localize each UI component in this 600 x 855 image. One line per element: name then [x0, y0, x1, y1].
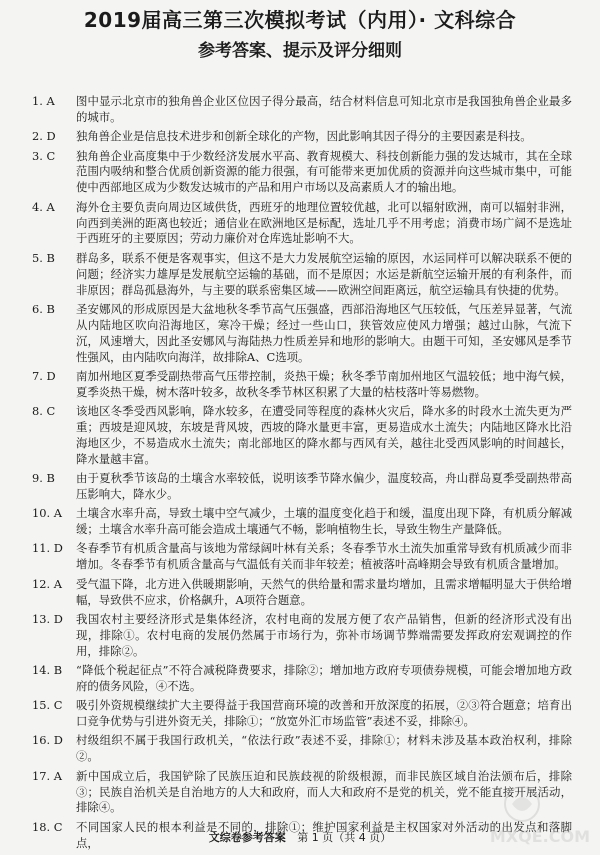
- answer-explanation: 冬春季节有机质含量高与该地为常绿阔叶林有关系；冬春季节水土流失加重常导致有机质减少而非增加。冬春季节有机质含量高与气温低有关而非年较差；植被落叶高峰期会导致有机质含量增加。: [76, 541, 572, 572]
- answer-number: 7. D: [32, 368, 56, 383]
- answer-number: 17. A: [32, 768, 62, 783]
- answer-explanation: 土壤含水率升高，导致土壤中空气减少，土壤的温度变化趋于和缓，温度出现下降，有机质分解减缓；土壤含水率升高可能会造成土壤通气不畅，影响植物生长，导致生物生产量降低。: [76, 506, 572, 537]
- answer-item: [32, 369, 572, 401]
- answer-item: [32, 698, 572, 730]
- answer-item: [32, 251, 572, 299]
- answer-number: 11. D: [32, 541, 63, 556]
- answer-explanation: 独角兽企业高度集中于少数经济发展水平高、教育规模大、科技创新能力强的发达城市，其在全球范围内吸纳和整合优质创新资源的能力很强，有可能带来更加优质的资源并向这些城市集中，可能使中西部地区成为少数发达城市的产品和用户市场以及高素质人才的输出地。: [76, 148, 572, 195]
- answer-explanation: 独角兽企业是信息技术进步和创新全球化的产物，因此影响其因子得分的主要因素是科技。: [76, 129, 532, 144]
- answer-item: [32, 541, 572, 573]
- answer-explanation: 由于夏秋季节该岛的土壤含水率较低，说明该季节降水偏少，温度较高，舟山群岛夏季受副热带高压影响大，降水少。: [76, 471, 572, 501]
- answer-item: [32, 612, 572, 660]
- answer-number: 10. A: [32, 506, 62, 521]
- page-title: 2019届高三第三次模拟考试（内用）· 文科综合: [83, 8, 517, 32]
- answer-item: [32, 200, 572, 248]
- answer-number: 14. B: [32, 662, 63, 677]
- answer-number: 4. A: [32, 199, 55, 214]
- answer-item: [32, 733, 572, 765]
- answer-item: [32, 663, 572, 695]
- answer-explanation: 海外仓主要负责向周边区域供货，西班牙的地理位置较优越，北可以辐射欧洲，南可以辐射非洲，向西到美洲的距离也较近；通信业在欧洲地区是标配，选址几乎不用考虑；消费市场广阔不是选址于西班牙的主要原因；劳动力廉价对仓库选址影响不大。: [76, 199, 572, 246]
- watermark-text: MXQE.COM: [489, 827, 590, 846]
- answer-number: 8. C: [32, 404, 56, 419]
- answer-explanation: 不同国家人民的根本利益是不同的，排除①；维护国家利益是主权国家对外活动的出发点和落脚点，: [76, 819, 572, 850]
- answer-item: [32, 149, 572, 197]
- answer-explanation: 受气温下降，北方进入供暖期影响，天然气的供给量和需求量均增加，且需求增幅明显大于供给增幅，导致供不应求，价格飙升，A项符合题意。: [76, 576, 572, 607]
- answer-item: [32, 471, 572, 503]
- answer-item: [32, 302, 572, 366]
- answer-explanation: 吸引外资规模继续扩大主要得益于我国营商环境的改善和开放深度的拓展，②③符合题意；培育出口竞争优势与引进外资无关，排除①；“放宽外汇市场监管”表述不妥，排除④。: [76, 698, 572, 729]
- footer-page-number: 第 1 页（共 4 页）: [297, 831, 392, 844]
- page-subtitle: 参考答案、提示及评分细则: [198, 41, 402, 61]
- answer-list: [32, 94, 572, 855]
- answer-number: 12. A: [32, 576, 62, 591]
- answer-explanation: 村级组织不属于我国行政机关，“依法行政”表述不妥，排除①；材料未涉及基本政治权利，排除②。: [76, 733, 572, 764]
- answer-item: [32, 404, 572, 468]
- answer-item: [32, 577, 572, 609]
- answer-number: 3. C: [32, 148, 56, 163]
- answer-number: 13. D: [32, 611, 63, 626]
- answer-explanation: 该地区冬季受西风影响，降水较多，在遭受同等程度的森林火灾后，降水多的时段水土流失更为严重；西坡是迎风坡，东坡是背风坡，西坡的降水量更丰富，更易造成水土流失；内陆地区降水比沿海地区少，不易造成水土流失；南北部地区的降水都与西风有关，越往北受西风影响的时间越长，降水量越丰富。: [76, 404, 572, 466]
- answer-number: 18. C: [32, 819, 63, 834]
- answer-number: 2. D: [32, 129, 56, 144]
- answer-number: 6. B: [32, 301, 55, 316]
- answer-number: 1. A: [32, 94, 55, 108]
- answer-number: 5. B: [32, 250, 55, 265]
- watermark-logo: [470, 780, 598, 850]
- answer-number: 16. D: [32, 733, 63, 748]
- answer-explanation: 新中国成立后，我国铲除了民族压迫和民族歧视的阶级根源，而非民族区域自治法颁布后，排除③；民族自治机关是自治地方的人大和政府，而人大和政府不是党的机关，党不能直接开展活动，排除④。: [76, 768, 572, 815]
- answer-explanation: 图中显示北京市的独角兽企业区位因子得分最高，结合材料信息可知北京市是我国独角兽企业最多的城市。: [76, 94, 572, 124]
- footer-label: 文综卷参考答案: [208, 831, 286, 844]
- answer-item: [32, 129, 572, 145]
- answer-explanation: “降低个税起征点”不符合减税降费要求，排除②；增加地方政府专项债券规模，可能会增加地方政府的债务风险，④不选。: [76, 662, 572, 693]
- answer-number: 15. C: [32, 698, 63, 713]
- answer-item: [32, 94, 572, 126]
- answer-number: 9. B: [32, 471, 55, 486]
- answer-explanation: 群岛多，联系不便是客观事实，但这不是大力发展航空运输的原因，水运同样可以解决联系不便的问题；经济实力雄厚是发展航空运输的基础，而不是原因；水运是新航空运输开展的有利条件，而非原因；群岛孤悬海外，与主要的联系密集区域——欧洲空间距离远，航空运输具有快捷的优势。: [76, 250, 572, 297]
- answer-item: [32, 506, 572, 538]
- answer-explanation: 圣安娜风的形成原因是大盆地秋冬季节高气压强盛，西部沿海地区气压较低，气压差异显著，气流从内陆地区吹向沿海地区，寒冷干燥；经过一些山口，狭管效应使风力增强；越过山脉，气流下沉，风速增大，因此圣安娜风与海陆热力性质差异和地形的影响大。由题干可知，圣安娜风是季节性强风，由内陆吹向海洋，故排除A、C选项。: [76, 301, 572, 364]
- answer-explanation: 南加州地区夏季受副热带高气压带控制，炎热干燥；秋冬季节南加州地区气温较低；地中海气候，夏季炎热干燥，树木落叶较多，故秋冬季节林区积累了大量的枯枝落叶等易燃物。: [76, 368, 572, 399]
- answer-explanation: 我国农村主要经济形式是集体经济，农村电商的发展方便了农产品销售，但新的经济形式没有出现，排除①。农村电商的发展仍然属于市场行为，弥补市场调节弊端需要发挥政府宏观调控的作用，排除②。: [76, 611, 572, 658]
